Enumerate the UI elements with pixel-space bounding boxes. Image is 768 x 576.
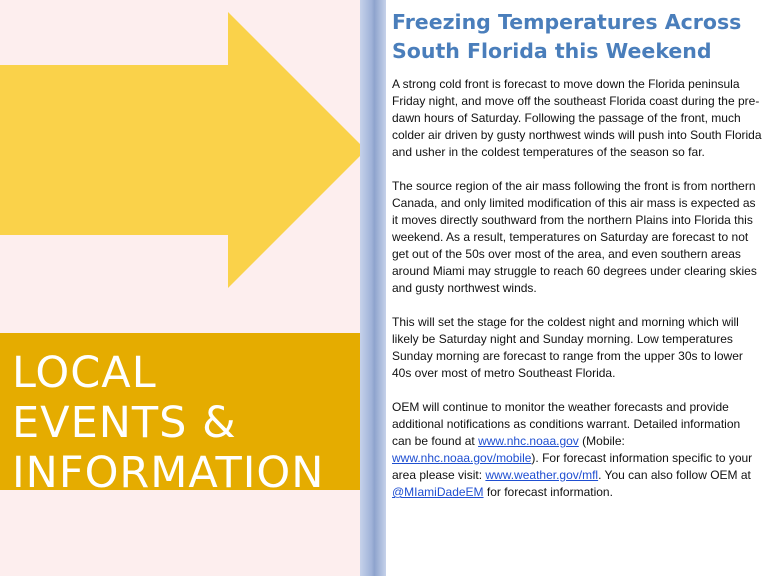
article <box>392 8 762 518</box>
paragraph-4-text-5: for forecast information. <box>483 485 613 499</box>
arrow-shape <box>0 12 366 288</box>
weather-gov-link[interactable]: www.weather.gov/mfl <box>485 468 599 482</box>
section-banner-title: LOCAL EVENTS & INFORMATION <box>12 348 325 498</box>
article-paragraph-2: The source region of the air mass following the front is from northern Canada, and only limited modification of this air mass is expected as it moves directly southward from the northern Plains into Florida this weekend. As a result, temperatures on Saturday are forecast to not get out of the 50s over most of the area, and even southern areas around Miami may struggle to reach 60 degrees under clearing skies and gusty northwest winds. <box>392 179 757 295</box>
paragraph-4-text-1: OEM will continue to monitor the weather forecasts and provide additional notifications as conditions warrant. Detailed information can be found at <box>392 400 741 448</box>
miami-dade-em-link[interactable]: @MIamiDadeEM <box>392 485 484 499</box>
right-arrow-icon <box>0 0 368 300</box>
paragraph-4-text-3: ). For forecast information specific to your area please visit: <box>392 451 753 482</box>
article-paragraph-4 <box>392 399 762 501</box>
nhc-link[interactable]: www.nhc.noaa.gov <box>478 434 579 448</box>
paragraph-4-text-4: . You can also follow OEM at <box>598 468 751 482</box>
paragraph-4-text-2: (Mobile: <box>578 434 625 448</box>
article-headline: Freezing Temperatures Across South Florida this Weekend <box>392 10 742 63</box>
article-paragraph-3: This will set the stage for the coldest night and morning which will likely be Saturday night and Sunday morning. Low temperatures Sunday morning are forecast to range from the upper 30s to lower 40s over most of metro Southeast Florida. <box>392 315 743 380</box>
article-paragraph-1: A strong cold front is forecast to move down the Florida peninsula Friday night, and move off the southeast Florida coast during the pre-dawn hours of Saturday. Following the passage of the front, much colder air driven by gusty northwest winds will push into South Florida and usher in the coldest temperatures of the season so far. <box>392 77 762 159</box>
nhc-mobile-link[interactable]: www.nhc.noaa.gov/mobile <box>392 451 532 465</box>
panel-divider <box>360 0 386 576</box>
